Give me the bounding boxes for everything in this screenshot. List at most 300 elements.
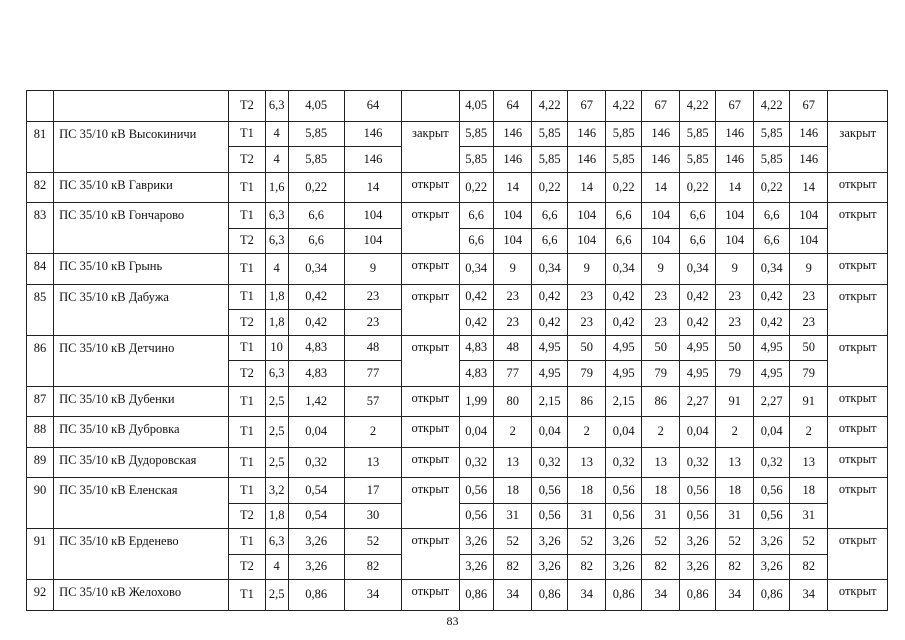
table-row [27, 529, 888, 555]
forecast-value: 31 [493, 503, 532, 529]
forecast-value: 0,22 [532, 172, 567, 203]
forecast-value: 0,34 [606, 254, 641, 285]
transformer-power: 2,5 [265, 447, 288, 478]
table-row [27, 386, 888, 417]
center-status [402, 91, 459, 122]
forecast-value: 82 [789, 554, 828, 580]
actual-load-mva: 5,85 [288, 147, 344, 173]
substation-name: ПС 35/10 кВ Дудоровская [54, 447, 229, 478]
forecast-value: 4,22 [532, 91, 567, 122]
actual-load-percent: 30 [344, 503, 401, 529]
forecast-value: 34 [641, 580, 680, 611]
forecast-value: 2 [789, 417, 828, 448]
forecast-value: 0,56 [532, 478, 567, 504]
actual-load-mva: 1,42 [288, 386, 344, 417]
forecast-value: 146 [715, 121, 754, 147]
forecast-value: 79 [567, 361, 606, 387]
center-status: открыт [402, 417, 459, 448]
actual-load-mva: 0,54 [288, 478, 344, 504]
forecast-value: 5,85 [680, 121, 715, 147]
forecast-value: 5,85 [754, 121, 789, 147]
transformer-power: 6,3 [265, 203, 288, 229]
transformer-power: 4 [265, 147, 288, 173]
forecast-value: 0,42 [606, 284, 641, 310]
actual-load-percent: 104 [344, 203, 401, 229]
forecast-value: 13 [789, 447, 828, 478]
actual-load-mva: 0,42 [288, 284, 344, 310]
substation-name: ПС 35/10 кВ Гончарово [54, 203, 229, 254]
forecast-value: 2 [493, 417, 532, 448]
actual-load-mva: 0,42 [288, 310, 344, 336]
forecast-value: 0,56 [754, 503, 789, 529]
substation-name: ПС 35/10 кВ Дабужа [54, 284, 229, 335]
forecast-value: 4,22 [606, 91, 641, 122]
center-status: закрыт [402, 121, 459, 172]
actual-load-mva: 3,26 [288, 554, 344, 580]
row-number: 83 [27, 203, 54, 254]
forecast-value: 0,56 [532, 503, 567, 529]
forecast-value: 146 [789, 147, 828, 173]
forecast-value: 2,15 [606, 386, 641, 417]
forecast-value: 4,83 [459, 361, 493, 387]
forecast-value: 67 [641, 91, 680, 122]
transformer-id: Т1 [229, 447, 265, 478]
forecast-value: 23 [493, 284, 532, 310]
transformer-power: 1,8 [265, 284, 288, 310]
transformer-id: Т2 [229, 310, 265, 336]
forecast-value: 104 [567, 228, 606, 254]
forecast-value: 0,04 [532, 417, 567, 448]
forecast-value: 0,34 [754, 254, 789, 285]
forecast-value: 23 [493, 310, 532, 336]
forecast-value: 4,95 [606, 335, 641, 361]
forecast-value: 4,22 [680, 91, 715, 122]
forecast-value: 0,22 [680, 172, 715, 203]
forecast-value: 0,86 [459, 580, 493, 611]
forecast-value: 2 [715, 417, 754, 448]
forecast-value: 0,22 [459, 172, 493, 203]
final-status: открыт [828, 478, 888, 529]
transformer-id: Т1 [229, 284, 265, 310]
row-number: 89 [27, 447, 54, 478]
table-row [27, 203, 888, 229]
transformer-power: 2,5 [265, 417, 288, 448]
forecast-value: 0,04 [680, 417, 715, 448]
forecast-value: 13 [567, 447, 606, 478]
forecast-value: 1,99 [459, 386, 493, 417]
forecast-value: 23 [715, 284, 754, 310]
transformer-power: 3,2 [265, 478, 288, 504]
row-number: 91 [27, 529, 54, 580]
forecast-value: 13 [641, 447, 680, 478]
transformer-id: Т1 [229, 203, 265, 229]
forecast-value: 2 [567, 417, 606, 448]
transformer-id: Т2 [229, 228, 265, 254]
center-status: открыт [402, 580, 459, 611]
actual-load-mva: 0,32 [288, 447, 344, 478]
forecast-value: 6,6 [606, 203, 641, 229]
final-status [828, 91, 888, 122]
forecast-value: 50 [641, 335, 680, 361]
forecast-value: 18 [641, 478, 680, 504]
row-number: 84 [27, 254, 54, 285]
center-status: открыт [402, 386, 459, 417]
table-row [27, 417, 888, 448]
forecast-value: 3,26 [606, 529, 641, 555]
actual-load-percent: 77 [344, 361, 401, 387]
final-status: открыт [828, 254, 888, 285]
center-status: открыт [402, 447, 459, 478]
row-number: 86 [27, 335, 54, 386]
forecast-value: 86 [641, 386, 680, 417]
actual-load-percent: 104 [344, 228, 401, 254]
actual-load-percent: 14 [344, 172, 401, 203]
forecast-value: 3,26 [532, 554, 567, 580]
forecast-value: 4,83 [459, 335, 493, 361]
forecast-value: 146 [493, 121, 532, 147]
forecast-value: 64 [493, 91, 532, 122]
transformer-power: 6,3 [265, 91, 288, 122]
forecast-value: 0,32 [459, 447, 493, 478]
forecast-value: 3,26 [459, 529, 493, 555]
substation-load-table [26, 90, 888, 611]
forecast-value: 146 [789, 121, 828, 147]
forecast-value: 79 [715, 361, 754, 387]
substation-name: ПС 35/10 кВ Желохово [54, 580, 229, 611]
actual-load-percent: 17 [344, 478, 401, 504]
forecast-value: 0,22 [754, 172, 789, 203]
forecast-value: 0,56 [606, 478, 641, 504]
forecast-value: 9 [641, 254, 680, 285]
table-row [27, 447, 888, 478]
forecast-value: 9 [789, 254, 828, 285]
forecast-value: 23 [715, 310, 754, 336]
forecast-value: 3,26 [754, 529, 789, 555]
transformer-id: Т1 [229, 335, 265, 361]
forecast-value: 104 [641, 203, 680, 229]
forecast-value: 23 [567, 310, 606, 336]
actual-load-mva: 4,05 [288, 91, 344, 122]
forecast-value: 4,95 [754, 335, 789, 361]
actual-load-percent: 52 [344, 529, 401, 555]
final-status: открыт [828, 386, 888, 417]
forecast-value: 6,6 [459, 228, 493, 254]
forecast-value: 0,34 [459, 254, 493, 285]
forecast-value: 4,95 [680, 361, 715, 387]
forecast-value: 0,42 [606, 310, 641, 336]
forecast-value: 31 [715, 503, 754, 529]
transformer-power: 1,8 [265, 310, 288, 336]
forecast-value: 104 [789, 228, 828, 254]
center-status: открыт [402, 254, 459, 285]
actual-load-mva: 0,04 [288, 417, 344, 448]
forecast-value: 4,95 [606, 361, 641, 387]
forecast-value: 52 [641, 529, 680, 555]
forecast-value: 23 [567, 284, 606, 310]
forecast-value: 104 [493, 228, 532, 254]
forecast-value: 31 [641, 503, 680, 529]
forecast-value: 0,56 [459, 503, 493, 529]
forecast-value: 14 [641, 172, 680, 203]
forecast-value: 48 [493, 335, 532, 361]
forecast-value: 3,26 [680, 554, 715, 580]
substation-name: ПС 35/10 кВ Гаврики [54, 172, 229, 203]
forecast-value: 82 [715, 554, 754, 580]
forecast-value: 104 [789, 203, 828, 229]
transformer-id: Т1 [229, 121, 265, 147]
row-number: 87 [27, 386, 54, 417]
actual-load-percent: 9 [344, 254, 401, 285]
forecast-value: 5,85 [532, 147, 567, 173]
forecast-value: 34 [567, 580, 606, 611]
actual-load-percent: 23 [344, 310, 401, 336]
forecast-value: 14 [493, 172, 532, 203]
transformer-power: 10 [265, 335, 288, 361]
forecast-value: 0,56 [606, 503, 641, 529]
transformer-id: Т2 [229, 361, 265, 387]
forecast-value: 82 [567, 554, 606, 580]
transformer-power: 4 [265, 121, 288, 147]
transformer-id: Т1 [229, 386, 265, 417]
forecast-value: 0,42 [680, 310, 715, 336]
forecast-value: 5,85 [680, 147, 715, 173]
forecast-value: 6,6 [532, 228, 567, 254]
actual-load-mva: 0,34 [288, 254, 344, 285]
transformer-power: 6,3 [265, 228, 288, 254]
forecast-value: 104 [493, 203, 532, 229]
forecast-value: 0,04 [754, 417, 789, 448]
forecast-value: 0,34 [680, 254, 715, 285]
actual-load-mva: 0,86 [288, 580, 344, 611]
forecast-value: 5,85 [754, 147, 789, 173]
forecast-value: 146 [641, 147, 680, 173]
forecast-value: 0,32 [680, 447, 715, 478]
forecast-value: 18 [567, 478, 606, 504]
forecast-value: 0,86 [754, 580, 789, 611]
forecast-value: 104 [715, 203, 754, 229]
transformer-power: 6,3 [265, 361, 288, 387]
forecast-value: 34 [715, 580, 754, 611]
forecast-value: 67 [789, 91, 828, 122]
substation-name: ПС 35/10 кВ Дубенки [54, 386, 229, 417]
forecast-value: 23 [641, 310, 680, 336]
actual-load-mva: 0,54 [288, 503, 344, 529]
forecast-value: 50 [789, 335, 828, 361]
forecast-value: 104 [567, 203, 606, 229]
forecast-value: 14 [789, 172, 828, 203]
table-row [27, 580, 888, 611]
forecast-value: 6,6 [532, 203, 567, 229]
forecast-value: 146 [641, 121, 680, 147]
forecast-value: 0,86 [606, 580, 641, 611]
transformer-id: Т2 [229, 147, 265, 173]
substation-name: ПС 35/10 кВ Грынь [54, 254, 229, 285]
transformer-power: 1,6 [265, 172, 288, 203]
forecast-value: 6,6 [606, 228, 641, 254]
forecast-value: 0,04 [459, 417, 493, 448]
table-row [27, 478, 888, 504]
forecast-value: 6,6 [754, 203, 789, 229]
actual-load-mva: 3,26 [288, 529, 344, 555]
forecast-value: 104 [715, 228, 754, 254]
center-status: открыт [402, 284, 459, 335]
transformer-power: 2,5 [265, 580, 288, 611]
forecast-value: 52 [567, 529, 606, 555]
forecast-value: 3,26 [532, 529, 567, 555]
row-number [27, 91, 54, 122]
forecast-value: 18 [789, 478, 828, 504]
forecast-value: 3,26 [754, 554, 789, 580]
forecast-value: 23 [789, 310, 828, 336]
forecast-value: 77 [493, 361, 532, 387]
table-row [27, 121, 888, 147]
forecast-value: 0,34 [532, 254, 567, 285]
actual-load-mva: 5,85 [288, 121, 344, 147]
forecast-value: 91 [789, 386, 828, 417]
final-status: открыт [828, 335, 888, 386]
forecast-value: 0,42 [459, 310, 493, 336]
row-number: 92 [27, 580, 54, 611]
forecast-value: 2,27 [754, 386, 789, 417]
forecast-value: 50 [715, 335, 754, 361]
forecast-value: 13 [715, 447, 754, 478]
actual-load-percent: 13 [344, 447, 401, 478]
forecast-value: 6,6 [680, 228, 715, 254]
transformer-id: Т2 [229, 91, 265, 122]
actual-load-percent: 146 [344, 147, 401, 173]
forecast-value: 13 [493, 447, 532, 478]
actual-load-mva: 6,6 [288, 203, 344, 229]
forecast-value: 0,42 [532, 284, 567, 310]
forecast-value: 0,32 [532, 447, 567, 478]
forecast-value: 0,42 [754, 310, 789, 336]
forecast-value: 0,86 [532, 580, 567, 611]
forecast-value: 0,56 [680, 503, 715, 529]
forecast-value: 146 [567, 147, 606, 173]
forecast-value: 2 [641, 417, 680, 448]
transformer-power: 1,8 [265, 503, 288, 529]
transformer-power: 4 [265, 554, 288, 580]
row-number: 88 [27, 417, 54, 448]
center-status: открыт [402, 335, 459, 386]
forecast-value: 4,95 [680, 335, 715, 361]
forecast-value: 79 [641, 361, 680, 387]
final-status: открыт [828, 417, 888, 448]
substation-name: ПС 35/10 кВ Дубровка [54, 417, 229, 448]
forecast-value: 5,85 [459, 147, 493, 173]
forecast-value: 0,56 [754, 478, 789, 504]
forecast-value: 146 [715, 147, 754, 173]
forecast-value: 18 [715, 478, 754, 504]
forecast-value: 3,26 [606, 554, 641, 580]
forecast-value: 34 [789, 580, 828, 611]
actual-load-mva: 4,83 [288, 361, 344, 387]
forecast-value: 4,95 [532, 335, 567, 361]
forecast-value: 0,04 [606, 417, 641, 448]
forecast-value: 31 [567, 503, 606, 529]
substation-name: ПС 35/10 кВ Еленская [54, 478, 229, 529]
forecast-value: 23 [789, 284, 828, 310]
actual-load-percent: 82 [344, 554, 401, 580]
transformer-id: Т2 [229, 554, 265, 580]
actual-load-percent: 2 [344, 417, 401, 448]
actual-load-percent: 64 [344, 91, 401, 122]
forecast-value: 52 [715, 529, 754, 555]
center-status: открыт [402, 203, 459, 254]
forecast-value: 67 [715, 91, 754, 122]
final-status: открыт [828, 203, 888, 254]
transformer-id: Т1 [229, 254, 265, 285]
actual-load-percent: 146 [344, 121, 401, 147]
forecast-value: 6,6 [754, 228, 789, 254]
forecast-value: 18 [493, 478, 532, 504]
transformer-power: 4 [265, 254, 288, 285]
actual-load-mva: 4,83 [288, 335, 344, 361]
actual-load-percent: 48 [344, 335, 401, 361]
forecast-value: 5,85 [606, 147, 641, 173]
forecast-value: 9 [493, 254, 532, 285]
forecast-value: 0,32 [606, 447, 641, 478]
forecast-value: 14 [567, 172, 606, 203]
forecast-value: 31 [789, 503, 828, 529]
forecast-value: 52 [789, 529, 828, 555]
transformer-id: Т2 [229, 503, 265, 529]
forecast-value: 50 [567, 335, 606, 361]
forecast-value: 80 [493, 386, 532, 417]
center-status: открыт [402, 529, 459, 580]
forecast-value: 34 [493, 580, 532, 611]
final-status: закрыт [828, 121, 888, 172]
forecast-value: 0,42 [680, 284, 715, 310]
final-status: открыт [828, 284, 888, 335]
substation-name: ПС 35/10 кВ Высокиничи [54, 121, 229, 172]
forecast-value: 146 [493, 147, 532, 173]
final-status: открыт [828, 580, 888, 611]
forecast-value: 0,42 [754, 284, 789, 310]
forecast-value: 0,22 [606, 172, 641, 203]
forecast-value: 6,6 [459, 203, 493, 229]
forecast-value: 2,27 [680, 386, 715, 417]
forecast-value: 6,6 [680, 203, 715, 229]
forecast-value: 82 [493, 554, 532, 580]
final-status: открыт [828, 529, 888, 580]
transformer-power: 2,5 [265, 386, 288, 417]
transformer-id: Т1 [229, 172, 265, 203]
forecast-value: 5,85 [532, 121, 567, 147]
forecast-value: 0,32 [754, 447, 789, 478]
forecast-value: 4,95 [754, 361, 789, 387]
forecast-value: 104 [641, 228, 680, 254]
forecast-value: 5,85 [459, 121, 493, 147]
center-status: открыт [402, 478, 459, 529]
actual-load-mva: 0,22 [288, 172, 344, 203]
substation-name: ПС 35/10 кВ Детчино [54, 335, 229, 386]
center-status: открыт [402, 172, 459, 203]
page-number: 83 [446, 614, 459, 628]
forecast-value: 2,15 [532, 386, 567, 417]
row-number: 81 [27, 121, 54, 172]
forecast-value: 5,85 [606, 121, 641, 147]
forecast-value: 0,86 [680, 580, 715, 611]
forecast-value: 52 [493, 529, 532, 555]
forecast-value: 86 [567, 386, 606, 417]
transformer-power: 6,3 [265, 529, 288, 555]
row-number: 85 [27, 284, 54, 335]
forecast-value: 14 [715, 172, 754, 203]
transformer-id: Т1 [229, 529, 265, 555]
row-number: 82 [27, 172, 54, 203]
forecast-value: 3,26 [680, 529, 715, 555]
